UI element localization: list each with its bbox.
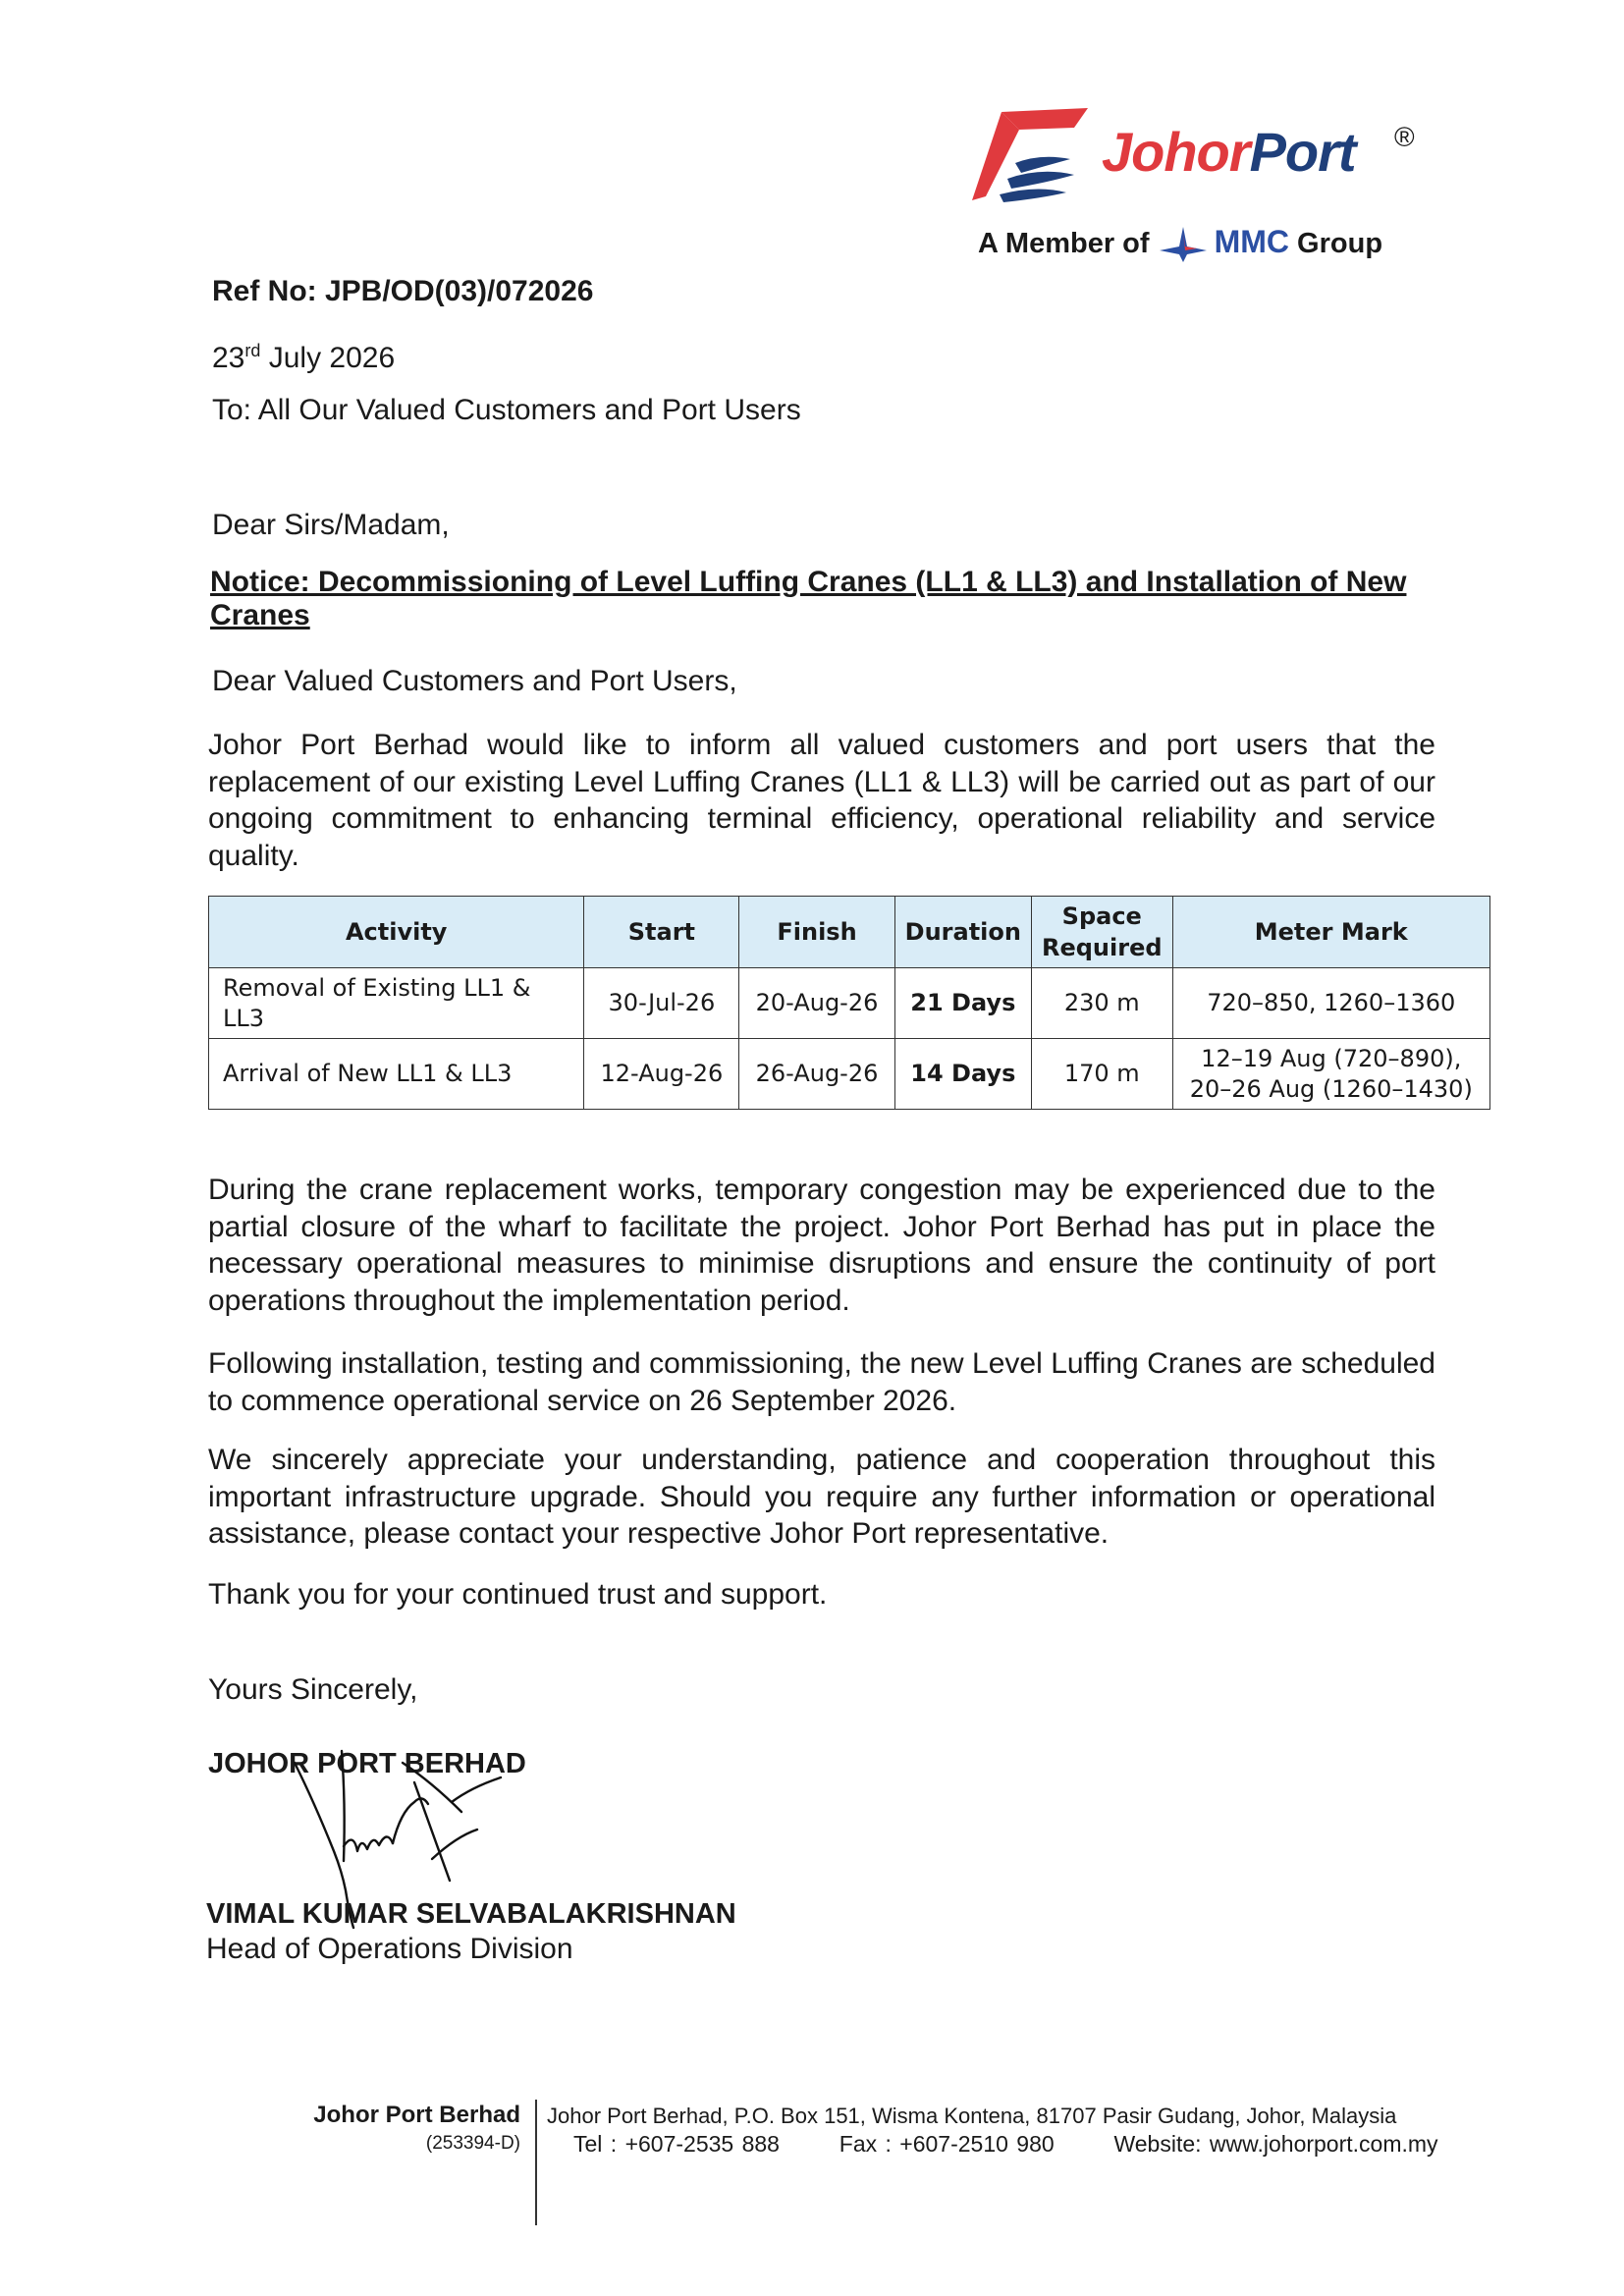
cell-meter-mark: 12–19 Aug (720–890), 20–26 Aug (1260–1430) bbox=[1172, 1039, 1489, 1110]
mmc-logo-icon bbox=[1158, 225, 1209, 264]
group-suffix: Group bbox=[1297, 228, 1383, 259]
crane-schedule-table bbox=[208, 896, 1490, 1110]
notice-heading: Notice: Decommissioning of Level Luffing Cranes (LL1 & LL3) and Installation of New Cranes bbox=[210, 566, 1407, 631]
company-logo bbox=[972, 98, 1434, 265]
cell-meter-mark: 720–850, 1260–1360 bbox=[1172, 968, 1489, 1039]
member-of-line bbox=[978, 224, 1382, 264]
cell-start: 30-Jul-26 bbox=[584, 968, 739, 1039]
website-link[interactable]: www.johorport.com.my bbox=[1209, 2131, 1438, 2157]
mmc-name: MMC bbox=[1214, 224, 1289, 259]
cell-start: 12-Aug-26 bbox=[584, 1039, 739, 1110]
fax-label: Fax : bbox=[839, 2131, 892, 2157]
website-label: Website: bbox=[1113, 2131, 1202, 2157]
reference-number: Ref No: JPB/OD(03)/072026 bbox=[212, 275, 594, 307]
appreciation-paragraph: We sincerely appreciate your understanding, patience and cooperation throughout this important infrastructure upgrade. Should you require any further information or operational assistance, please contact your respective Johor Port representative. bbox=[208, 1444, 1435, 1550]
registered-mark: ® bbox=[1394, 122, 1415, 152]
footer-registration: (253394-D) bbox=[425, 2133, 520, 2154]
footer-contact-line bbox=[573, 2131, 1438, 2158]
cell-finish: 26-Aug-26 bbox=[739, 1039, 894, 1110]
company-signoff: JOHOR PORT BERHAD bbox=[208, 1748, 526, 1779]
cell-duration: 14 Days bbox=[894, 1039, 1031, 1110]
fax-number: +607-2510 980 bbox=[899, 2131, 1055, 2157]
letter-date: 23rd July 2026 bbox=[212, 341, 396, 374]
footer-company-name: Johor Port Berhad bbox=[313, 2102, 520, 2128]
brand-wordmark: JohorPort bbox=[1102, 121, 1356, 183]
tel-number: +607-2535 888 bbox=[624, 2131, 780, 2157]
header-duration: Duration bbox=[894, 897, 1031, 968]
cell-activity: Removal of Existing LL1 & LL3 bbox=[209, 968, 584, 1039]
cell-finish: 20-Aug-26 bbox=[739, 968, 894, 1039]
cell-space: 170 m bbox=[1031, 1039, 1172, 1110]
signatory-name: VIMAL KUMAR SELVABALAKRISHNAN bbox=[206, 1898, 736, 1930]
header-start: Start bbox=[584, 897, 739, 968]
table-header-row bbox=[209, 897, 1490, 968]
signatory-title: Head of Operations Division bbox=[206, 1933, 573, 1965]
footer-address: Johor Port Berhad, P.O. Box 151, Wisma Kontena, 81707 Pasir Gudang, Johor, Malaysia bbox=[547, 2104, 1397, 2128]
header-meter-mark: Meter Mark bbox=[1172, 897, 1489, 968]
header-activity: Activity bbox=[209, 897, 584, 968]
recipient-line: To: All Our Valued Customers and Port Users bbox=[212, 394, 801, 426]
congestion-paragraph: During the crane replacement works, temporary congestion may be experienced due to the partial closure of the wharf to facilitate the project. Johor Port Berhad has put in place the necessary operational measures to minimise disruptions and ensure the continuity of port operations throughout the implementation period. bbox=[208, 1174, 1435, 1317]
johor-port-logo-mark-icon bbox=[972, 102, 1090, 210]
thanks-line: Thank you for your continued trust and support. bbox=[208, 1578, 828, 1611]
tel-label: Tel : bbox=[573, 2131, 618, 2157]
cell-space: 230 m bbox=[1031, 968, 1172, 1039]
header-finish: Finish bbox=[739, 897, 894, 968]
table-row bbox=[209, 1039, 1490, 1110]
intro-paragraph: Johor Port Berhad would like to inform all valued customers and port users that the replacement of our existing Level Luffing Cranes (LL1 & LL3) will be carried out as part of our ongoing commitment to enhancing terminal efficiency, operational reliability and service quality. bbox=[208, 729, 1435, 872]
salutation: Dear Sirs/Madam, bbox=[212, 509, 450, 541]
cell-duration: 21 Days bbox=[894, 968, 1031, 1039]
table-row bbox=[209, 968, 1490, 1039]
commissioning-paragraph: Following installation, testing and commissioning, the new Level Luffing Cranes are scheduled to commence operational service on 26 September 2026. bbox=[208, 1347, 1435, 1417]
cell-activity: Arrival of New LL1 & LL3 bbox=[209, 1039, 584, 1110]
header-space-required: Space Required bbox=[1031, 897, 1172, 968]
member-prefix: A Member of bbox=[978, 228, 1150, 259]
closing-line: Yours Sincerely, bbox=[208, 1673, 418, 1706]
greeting: Dear Valued Customers and Port Users, bbox=[212, 665, 737, 697]
footer-divider bbox=[535, 2100, 537, 2225]
